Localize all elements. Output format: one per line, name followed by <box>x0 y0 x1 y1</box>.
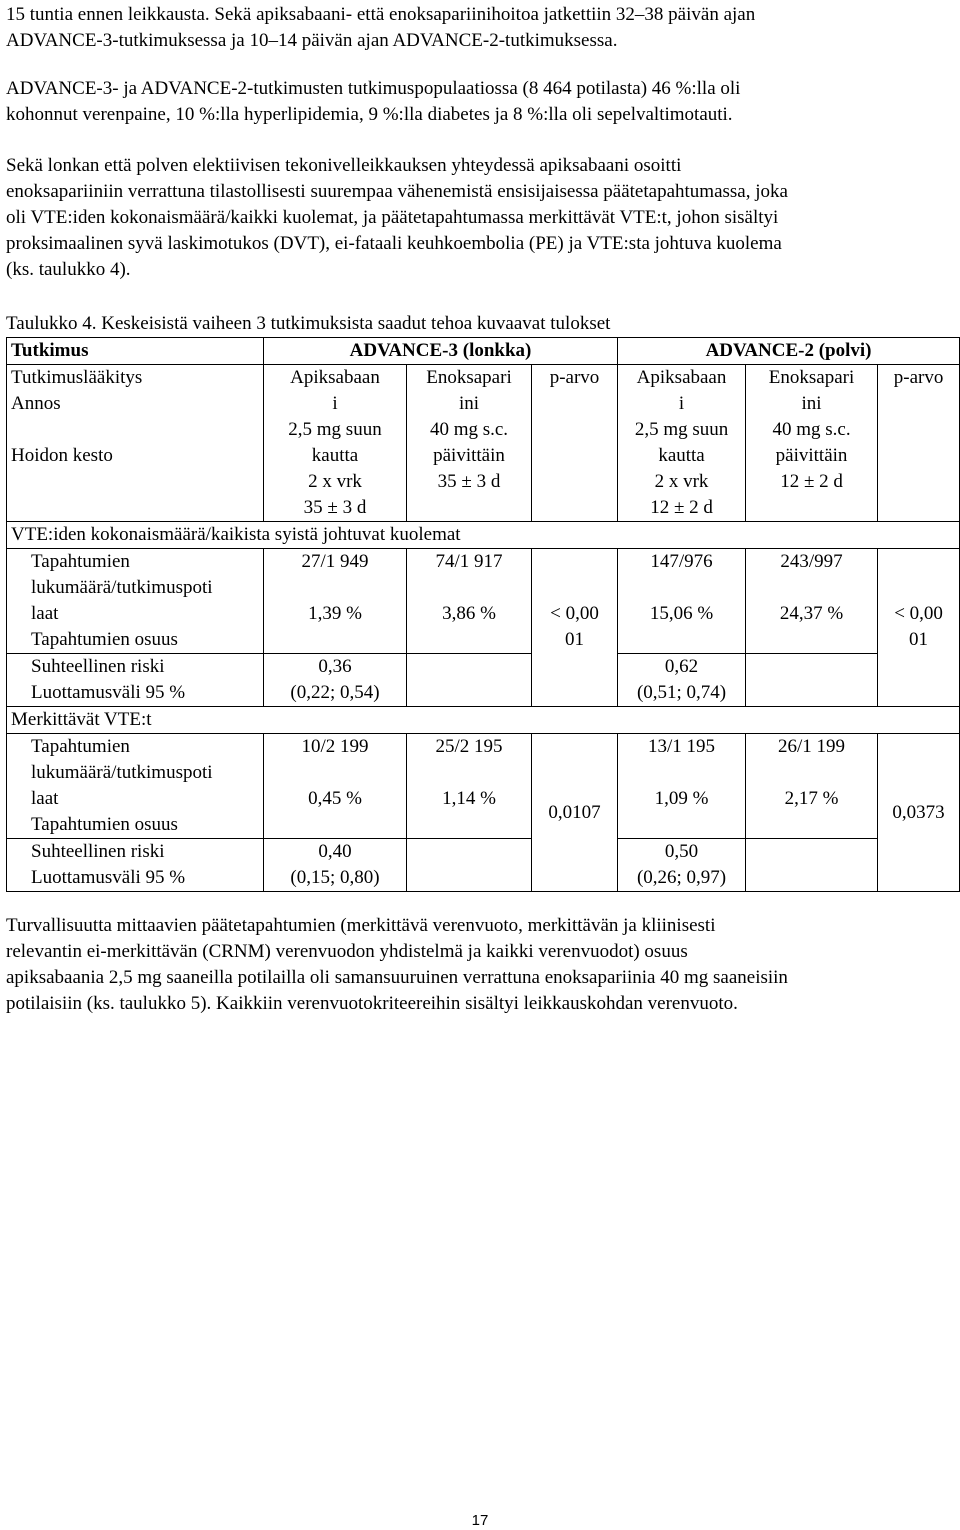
cell-line: i <box>678 393 685 414</box>
header-label: ADVANCE-2 (polvi) <box>705 340 872 361</box>
cell-events: 27/1 949 <box>301 551 369 572</box>
cell-line: 12 ± 2 d <box>780 471 843 492</box>
cell-line: 40 mg s.c. <box>772 419 851 440</box>
header-label: Tutkimus <box>11 340 89 361</box>
section-title <box>7 522 960 549</box>
text-line: ADVANCE-3-tutkimuksessa ja 10–14 päivän ajan ADVANCE-2-tutkimuksessa. <box>6 30 618 51</box>
cell-rate: 24,37 % <box>779 603 844 624</box>
cell-line: 2,5 mg suun <box>634 419 729 440</box>
cell-line: 35 ± 3 d <box>437 471 501 492</box>
text-line: enoksapariiniin verrattuna tilastollisesti suurempaa vähenemistä ensisijaisessa päätetapahtumassa, joka <box>6 181 788 202</box>
cell-ci: (0,26; 0,97) <box>636 867 727 888</box>
cell-events: 243/997 <box>780 551 843 572</box>
cell-line: ini <box>458 393 480 414</box>
text-line: kohonnut verenpaine, 10 %:lla hyperlipidemia, 9 %:lla diabetes ja 8 %:lla oli sepelvaltimotauti. <box>6 104 733 125</box>
cell-rate: 15,06 % <box>649 603 714 624</box>
cell-events: 147/976 <box>650 551 713 572</box>
cell-row-labels <box>7 365 264 522</box>
cell-line: Enoksapari <box>768 367 855 388</box>
header-tutkimus <box>7 338 264 365</box>
cell-rate: 1,09 % <box>654 788 709 809</box>
cell-parvo-a3 <box>532 734 618 892</box>
table-row-events <box>7 734 960 839</box>
label-hoidon-kesto: Hoidon kesto <box>11 445 113 466</box>
cell-line: Tapahtumien <box>31 736 130 757</box>
cell-rr: 0,50 <box>664 841 699 862</box>
cell-line: Tapahtumien <box>31 551 130 572</box>
cell-line: 0,0107 <box>548 801 601 823</box>
cell-line: Luottamusväli 95 % <box>31 867 186 888</box>
header-advance2 <box>618 338 960 365</box>
cell-line: Luottamusväli 95 % <box>31 682 186 703</box>
cell-enoxaparin-a2 <box>746 365 878 522</box>
cell-line: 35 ± 3 d <box>303 497 367 518</box>
cell-line: 12 ± 2 d <box>650 497 713 518</box>
cell-enoxaparin-a3 <box>407 549 532 654</box>
cell-apixaban-a3 <box>264 839 407 892</box>
cell-line: 01 <box>909 629 929 650</box>
cell-parvo-a3 <box>532 365 618 522</box>
cell-apixaban-a3 <box>264 654 407 707</box>
cell-rate: 2,17 % <box>784 788 839 809</box>
cell-apixaban-a3 <box>264 734 407 839</box>
cell-enoxaparin-a3 <box>407 365 532 522</box>
cell-line: päivittäin <box>775 445 848 466</box>
cell-empty <box>746 839 878 892</box>
text-line: (ks. taulukko 4). <box>6 259 131 280</box>
header-label: ADVANCE-3 (lonkka) <box>349 340 532 361</box>
cell-parvo-a2 <box>878 365 960 522</box>
cell-line: kautta <box>658 445 705 466</box>
text-line: Turvallisuutta mittaavien päätetapahtumien (merkittävä verenvuoto, merkittävän ja kliinisesti <box>6 915 716 936</box>
cell-parvo-a2 <box>878 734 960 892</box>
text-line: proksimaalinen syvä laskimotukos (DVT), ei-fataali keuhkoembolia (PE) ja VTE:sta johtuva kuolema <box>6 233 782 254</box>
cell-line: kautta <box>311 445 359 466</box>
table-header-row <box>7 338 960 365</box>
text-line: ADVANCE-3- ja ADVANCE-2-tutkimusten tutkimuspopulaatiossa (8 464 potilasta) 46 %:lla oli <box>6 78 741 99</box>
text-line: apiksabaania 2,5 mg saaneilla potilailla oli samansuuruinen verrattuna enoksapariinia 40 mg saaneisiin <box>6 967 788 988</box>
section-title-row <box>7 707 960 734</box>
cell-line: Tapahtumien osuus <box>31 814 178 835</box>
table-row-relative-risk <box>7 654 960 707</box>
cell-rate: 0,45 % <box>308 788 362 809</box>
cell-apixaban-a3 <box>264 365 407 522</box>
cell-events: 26/1 199 <box>778 736 846 757</box>
cell-row-labels <box>7 734 264 839</box>
section-title-row <box>7 522 960 549</box>
cell-line: < 0,00 <box>894 603 943 624</box>
section-title-text: Merkittävät VTE:t <box>11 709 152 730</box>
cell-line: Tapahtumien osuus <box>31 629 178 650</box>
table-row-relative-risk <box>7 839 960 892</box>
label-annos: Annos <box>11 393 61 414</box>
cell-empty <box>407 654 532 707</box>
cell-row-labels <box>7 549 264 654</box>
cell-parvo-a3 <box>532 549 618 707</box>
cell-line: p-arvo <box>893 367 944 388</box>
cell-line: 2 x vrk <box>308 471 362 492</box>
cell-line: Suhteellinen riski <box>31 841 165 862</box>
text-line: 15 tuntia ennen leikkausta. Sekä apiksabaani- että enoksapariinihoitoa jatkettiin 32–38 päivän ajan <box>6 4 756 25</box>
cell-rr: 0,62 <box>664 656 699 677</box>
cell-ci: (0,51; 0,74) <box>636 682 727 703</box>
cell-apixaban-a2 <box>618 365 746 522</box>
cell-line: Apiksabaan <box>636 367 727 388</box>
cell-row-labels <box>7 839 264 892</box>
paragraph-treatment-duration <box>6 2 956 54</box>
paragraph-efficacy-summary <box>6 153 956 283</box>
cell-line: ini <box>801 393 822 414</box>
cell-line: lukumäärä/tutkimuspoti <box>31 762 213 783</box>
caption-text: Taulukko 4. Keskeisistä vaiheen 3 tutkimuksista saadut tehoa kuvaavat tulokset <box>6 313 611 334</box>
text-line: relevantin ei-merkittävän (CRNM) verenvuodon yhdistelmä ja kaikki verenvuodot) osuus <box>6 941 688 962</box>
cell-apixaban-a2 <box>618 549 746 654</box>
cell-events: 10/2 199 <box>301 736 369 757</box>
cell-line: p-arvo <box>549 367 600 388</box>
cell-empty <box>746 654 878 707</box>
cell-events: 25/2 195 <box>435 736 503 757</box>
cell-rr: 0,36 <box>318 656 352 677</box>
cell-ci: (0,15; 0,80) <box>290 867 380 888</box>
cell-line: 01 <box>565 629 585 650</box>
table-caption <box>6 311 956 337</box>
cell-line: laat <box>31 788 59 809</box>
cell-enoxaparin-a2 <box>746 549 878 654</box>
text-line: oli VTE:iden kokonaismäärä/kaikki kuolemat, ja päätetapahtumassa merkittävät VTE:t, johon sisältyi <box>6 207 779 228</box>
paragraph-safety-summary <box>6 913 956 1017</box>
cell-line: Enoksapari <box>426 367 512 388</box>
cell-line: lukumäärä/tutkimuspoti <box>31 577 213 598</box>
cell-apixaban-a2 <box>618 654 746 707</box>
header-advance3 <box>264 338 618 365</box>
cell-apixaban-a2 <box>618 734 746 839</box>
cell-line: i <box>332 393 338 414</box>
cell-line: laat <box>31 603 59 624</box>
cell-ci: (0,22; 0,54) <box>290 682 380 703</box>
cell-line: 0,0373 <box>892 801 945 823</box>
section-title-text: VTE:iden kokonaismäärä/kaikista syistä johtuvat kuolemat <box>11 524 461 545</box>
cell-line: Suhteellinen riski <box>31 656 165 677</box>
label-tutkimuslaakitys: Tutkimuslääkitys <box>11 367 143 388</box>
cell-enoxaparin-a3 <box>407 734 532 839</box>
text-line: Sekä lonkan että polven elektiivisen tekonivelleikkauksen yhteydessä apiksabaani osoitti <box>6 155 682 176</box>
cell-apixaban-a2 <box>618 839 746 892</box>
section-title <box>7 707 960 734</box>
cell-apixaban-a3 <box>264 549 407 654</box>
cell-line: päivittäin <box>433 445 505 466</box>
cell-line: 40 mg s.c. <box>429 419 509 440</box>
paragraph-study-population <box>6 76 956 128</box>
cell-events: 74/1 917 <box>435 551 503 572</box>
cell-enoxaparin-a2 <box>746 734 878 839</box>
cell-rate: 3,86 % <box>442 603 496 624</box>
cell-parvo-a2 <box>878 549 960 707</box>
cell-rate: 1,39 % <box>308 603 362 624</box>
efficacy-results-table <box>6 337 960 892</box>
cell-events: 13/1 195 <box>648 736 716 757</box>
cell-line: Apiksabaan <box>290 367 380 388</box>
table-row-events <box>7 549 960 654</box>
cell-line: < 0,00 <box>550 603 599 624</box>
text-line: potilaisiin (ks. taulukko 5). Kaikkiin verenvuotokriteereihin sisältyi leikkauskohdan verenvuoto. <box>6 993 738 1014</box>
cell-line: 2 x vrk <box>654 471 709 492</box>
cell-row-labels <box>7 654 264 707</box>
page-number: 17 <box>471 1512 489 1529</box>
cell-line: 2,5 mg suun <box>288 419 382 440</box>
cell-rate: 1,14 % <box>442 788 496 809</box>
cell-rr: 0,40 <box>318 841 352 862</box>
cell-empty <box>407 839 532 892</box>
table-row-treatment <box>7 365 960 522</box>
